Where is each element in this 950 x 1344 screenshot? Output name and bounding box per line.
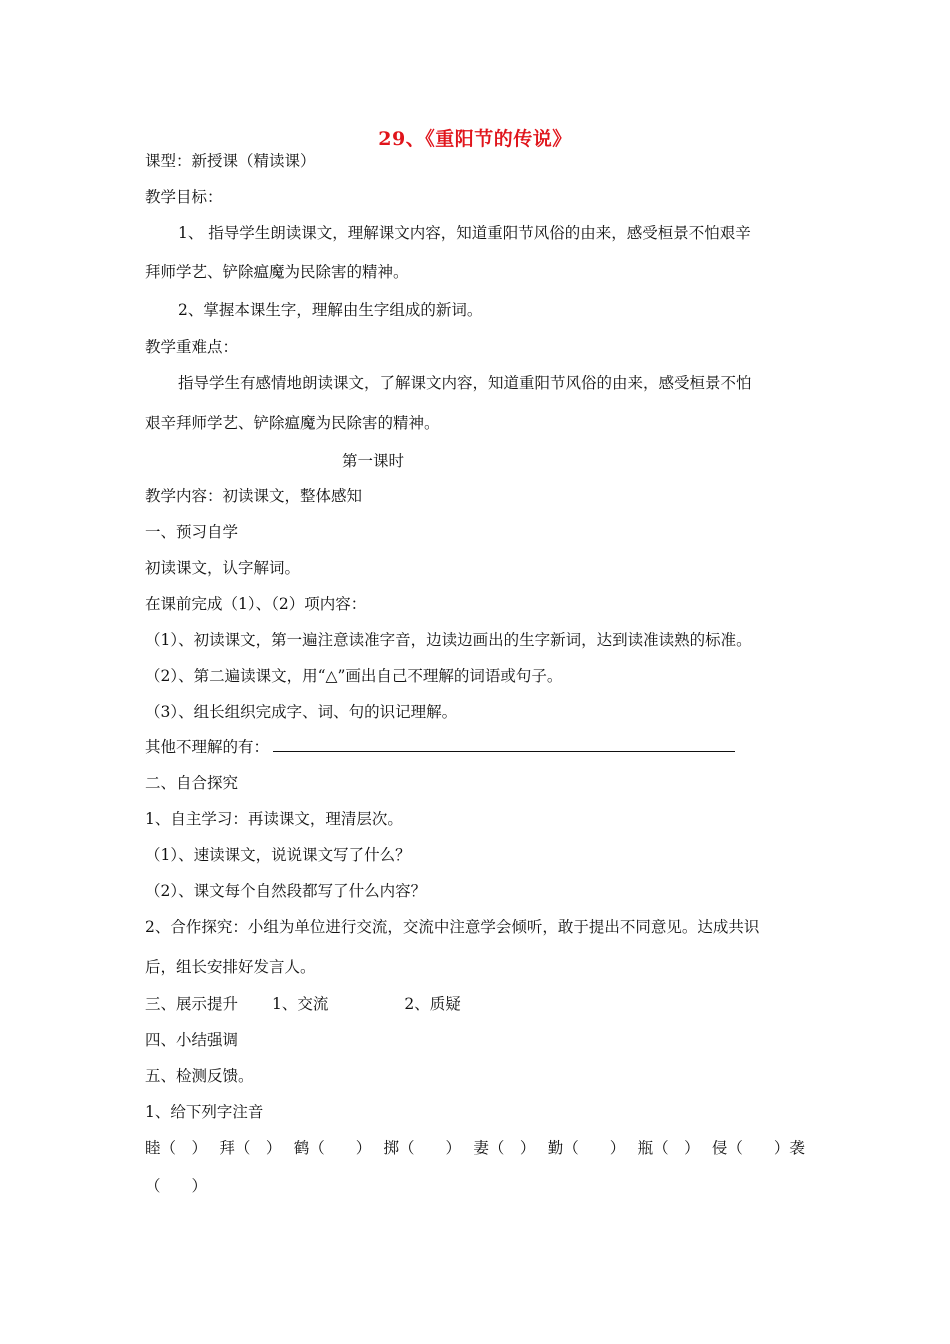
page-title: 29、《重阳节的传说》 xyxy=(378,128,572,150)
pinyin-item: 妻（ ） xyxy=(473,1139,536,1157)
pinyin-item: 勤（ ） xyxy=(547,1139,626,1157)
key-points-heading: 教学重难点： xyxy=(145,338,239,356)
key-points-line-1: 指导学生有感情地朗读课文，了解课文内容，知道重阳节风俗的由来，感受桓景不怕 xyxy=(178,374,752,392)
section-3-question: 2、质疑 xyxy=(404,995,461,1013)
answer-blank xyxy=(273,737,735,752)
section-5-item-1: 1、给下列字注音 xyxy=(145,1103,264,1121)
section-5-heading: 五、检测反馈。 xyxy=(145,1067,254,1085)
goal-1-line-2: 拜师学艺、铲除瘟魔为民除害的精神。 xyxy=(145,263,409,281)
pinyin-item: 鹤（ ） xyxy=(293,1139,372,1157)
section-1-item-3: （3）、组长组织完成字、词、句的识记理解。 xyxy=(145,703,458,721)
pinyin-item: 瓶（ ） xyxy=(637,1139,700,1157)
lesson-title: 第一课时 xyxy=(341,452,404,470)
section-1-before-class: 在课前完成（1）、（2）项内容： xyxy=(145,595,367,613)
pinyin-item: 侵（ ）袭 xyxy=(711,1139,805,1157)
pinyin-row xyxy=(145,1138,805,1158)
section-1-item-1: （1）、初读课文，第一遍注意读准字音，边读边画出的生字新词，达到读准读熟的标准。 xyxy=(145,631,752,649)
section-2-item-2-line-2: 后，组长安排好发言人。 xyxy=(145,958,316,976)
section-2-item-1: 1、自主学习：再读课文，理清层次。 xyxy=(145,810,403,828)
section-1-item-2: （2）、第二遍读课文，用“△”画出自己不理解的词语或句子。 xyxy=(145,667,563,685)
section-2-sub-1: （1）、速读课文，说说课文写了什么？ xyxy=(145,846,411,864)
section-1-intro: 初读课文，认字解词。 xyxy=(145,559,301,577)
other-questions xyxy=(145,737,735,757)
goal-1-line-1: 1、 指导学生朗读课文，理解课文内容，知道重阳节风俗的由来，感受桓景不怕艰辛 xyxy=(178,224,751,242)
section-1-heading: 一、预习自学 xyxy=(145,523,239,541)
other-questions-label: 其他不理解的有： xyxy=(145,738,270,756)
section-3-heading: 三、展示提升 xyxy=(145,995,239,1013)
goal-2: 2、掌握本课生字，理解由生字组成的新词。 xyxy=(178,301,483,319)
goals-heading: 教学目标： xyxy=(145,188,223,206)
section-3-exchange: 1、交流 xyxy=(272,995,329,1013)
pinyin-last-blank: （ ） xyxy=(145,1177,208,1195)
teaching-content: 教学内容：初读课文，整体感知 xyxy=(145,487,363,505)
key-points-line-2: 艰辛拜师学艺、铲除瘟魔为民除害的精神。 xyxy=(145,414,440,432)
pinyin-item: 拜（ ） xyxy=(219,1139,282,1157)
section-2-item-2-line-1: 2、合作探究：小组为单位进行交流，交流中注意学会倾听，敢于提出不同意见。达成共识 xyxy=(145,918,760,936)
section-2-heading: 二、自合探究 xyxy=(145,774,239,792)
section-3-row xyxy=(145,994,461,1014)
section-2-sub-2: （2）、课文每个自然段都写了什么内容？ xyxy=(145,882,427,900)
pinyin-item: 掷（ ） xyxy=(383,1139,462,1157)
pinyin-item: 睦（ ） xyxy=(145,1139,208,1157)
section-4-heading: 四、小结强调 xyxy=(145,1031,239,1049)
course-type: 课型：新授课（精读课） xyxy=(145,152,316,170)
